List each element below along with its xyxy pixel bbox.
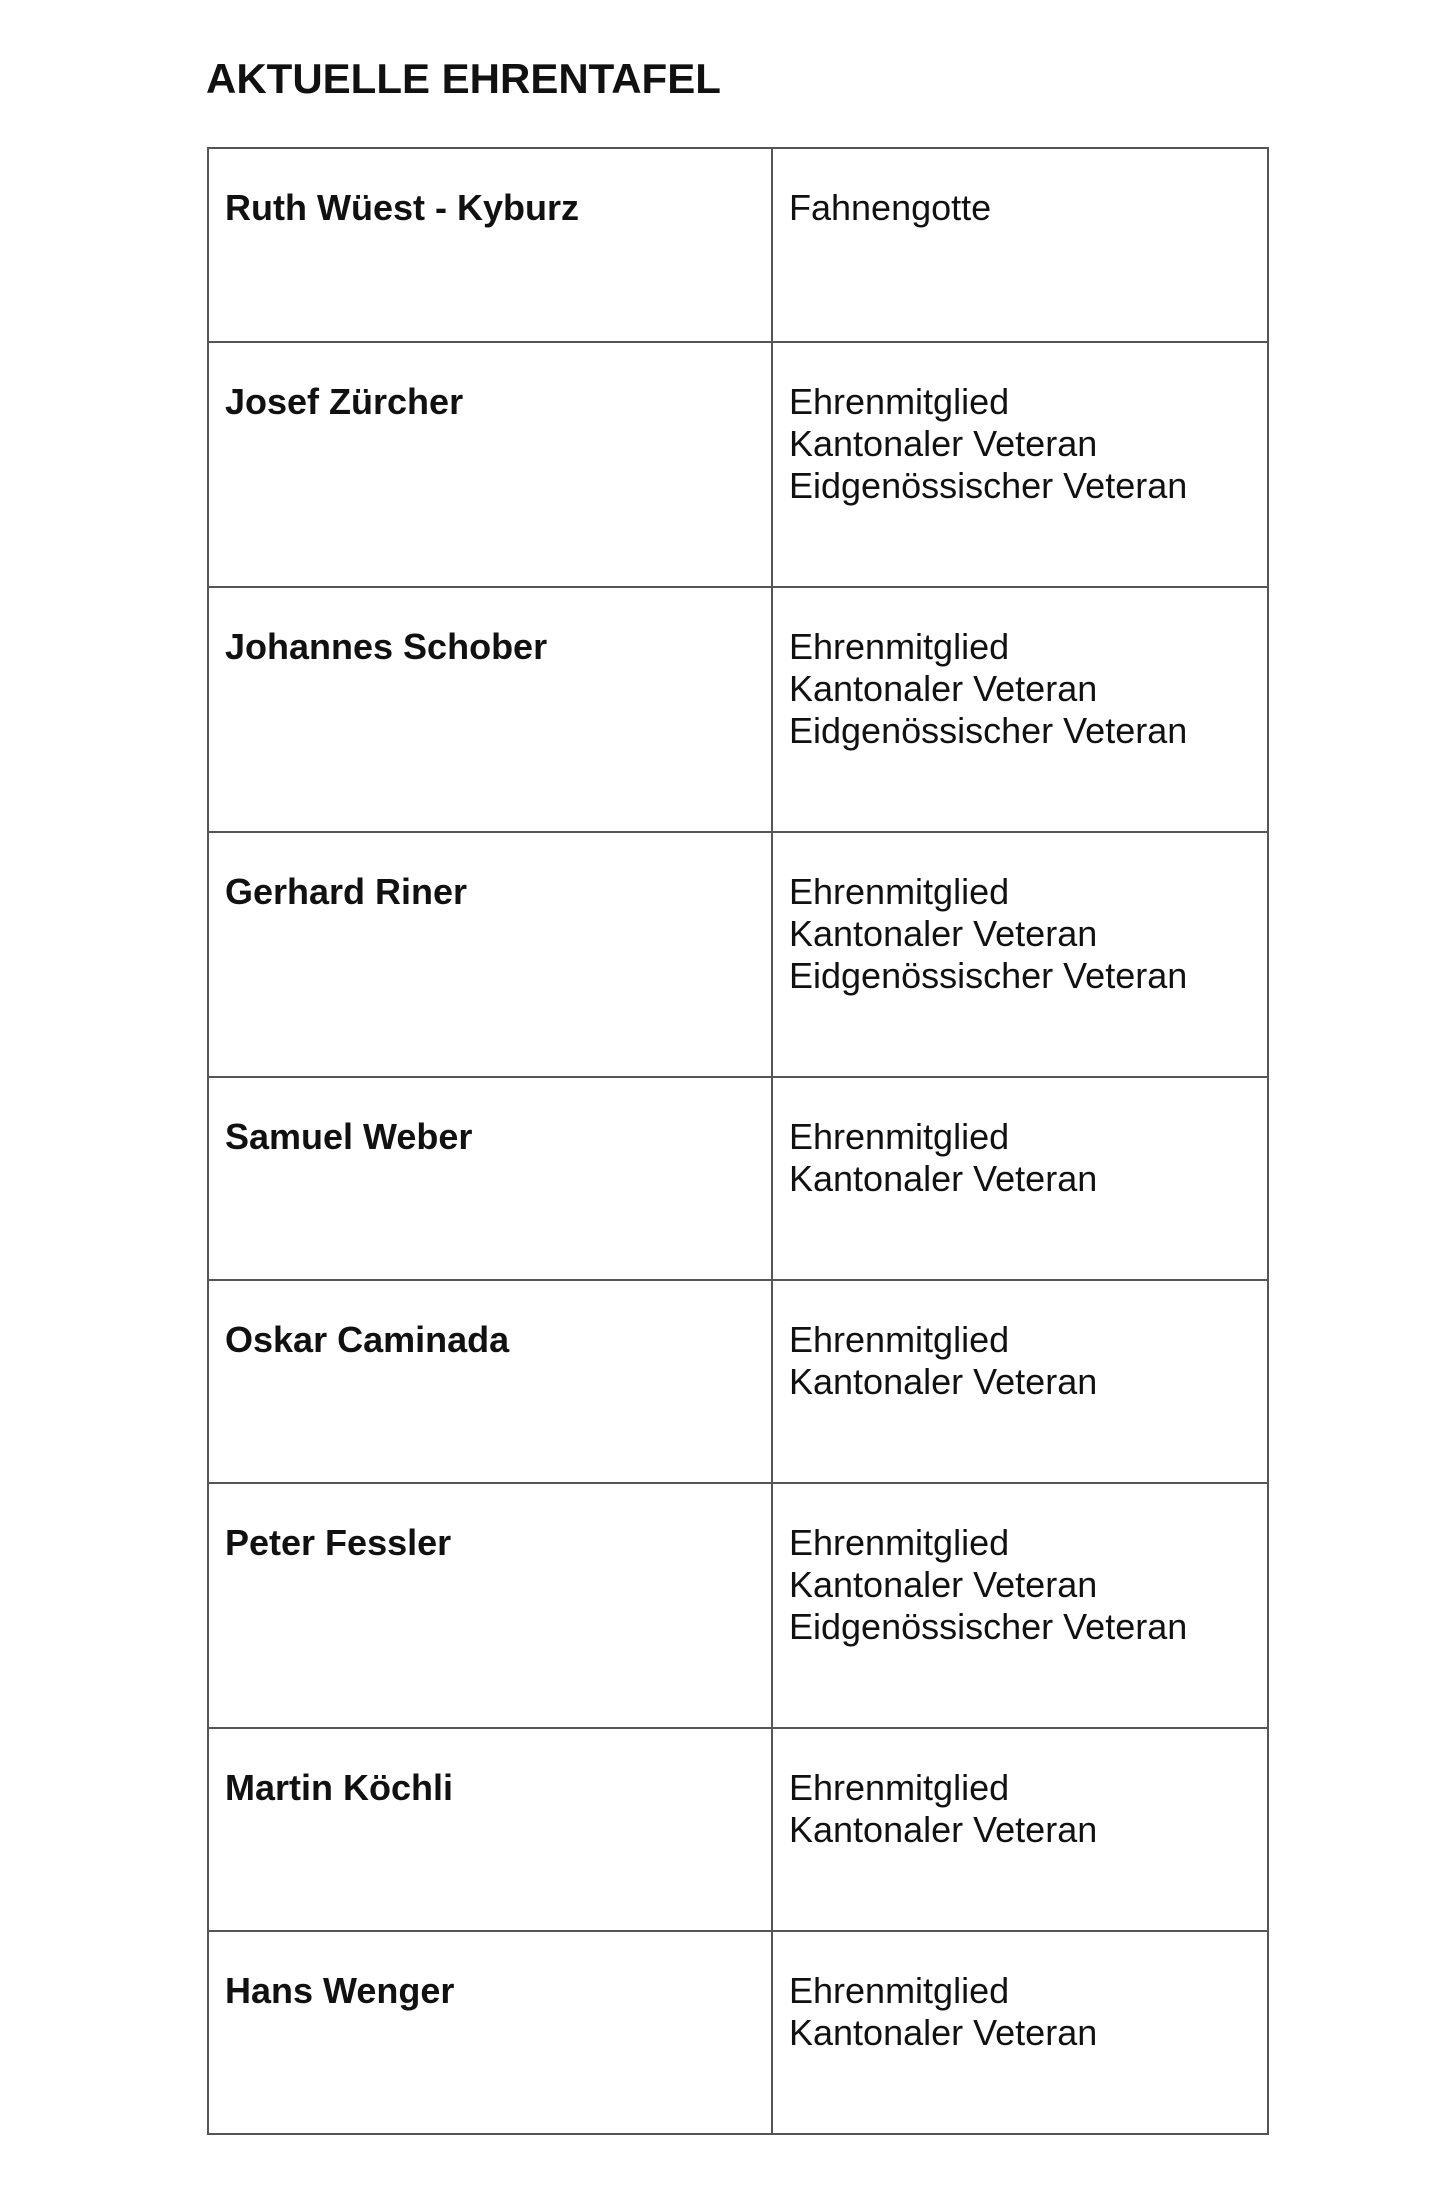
member-title: Kantonaler Veteran	[789, 423, 1098, 464]
table-row	[208, 1483, 1268, 1728]
member-title: Eidgenössischer Veteran	[789, 1606, 1188, 1647]
table-row	[208, 832, 1268, 1077]
member-title: Ehrenmitglied	[789, 1970, 1010, 2011]
table-row	[208, 587, 1268, 832]
table-row	[208, 342, 1268, 587]
member-name: Samuel Weber	[208, 1077, 772, 1280]
member-title: Kantonaler Veteran	[789, 2012, 1098, 2053]
member-name: Hans Wenger	[208, 1931, 772, 2134]
member-title: Kantonaler Veteran	[789, 1564, 1098, 1605]
member-title: Kantonaler Veteran	[789, 1158, 1098, 1199]
member-name: Peter Fessler	[208, 1483, 772, 1728]
member-title: Eidgenössischer Veteran	[789, 465, 1188, 506]
member-title: Kantonaler Veteran	[789, 913, 1098, 954]
table-row	[208, 1077, 1268, 1280]
member-title: Eidgenössischer Veteran	[789, 955, 1188, 996]
table-row	[208, 1931, 1268, 2134]
member-title: Ehrenmitglied	[789, 1767, 1010, 1808]
member-title: Kantonaler Veteran	[789, 1809, 1098, 1850]
member-title: Ehrenmitglied	[789, 381, 1010, 422]
member-titles	[772, 1077, 1268, 1280]
member-name: Martin Köchli	[208, 1728, 772, 1931]
member-title: Ehrenmitglied	[789, 626, 1010, 667]
member-name: Josef Zürcher	[208, 342, 772, 587]
table-row	[208, 1728, 1268, 1931]
member-title: Eidgenössischer Veteran	[789, 710, 1188, 751]
member-name: Johannes Schober	[208, 587, 772, 832]
honor-table	[207, 147, 1269, 2135]
member-name: Ruth Wüest - Kyburz	[208, 148, 772, 342]
member-title: Ehrenmitglied	[789, 871, 1010, 912]
member-title: Ehrenmitglied	[789, 1116, 1010, 1157]
member-title: Kantonaler Veteran	[789, 1361, 1098, 1402]
member-titles	[772, 148, 1268, 342]
member-name: Oskar Caminada	[208, 1280, 772, 1483]
page-title: AKTUELLE EHRENTAFEL	[206, 55, 721, 102]
member-titles	[772, 1728, 1268, 1931]
member-title: Fahnengotte	[789, 187, 992, 228]
member-titles	[772, 832, 1268, 1077]
member-title: Ehrenmitglied	[789, 1522, 1010, 1563]
member-titles	[772, 1280, 1268, 1483]
member-title: Kantonaler Veteran	[789, 668, 1098, 709]
table-row	[208, 148, 1268, 342]
member-title: Ehrenmitglied	[789, 1319, 1010, 1360]
member-titles	[772, 587, 1268, 832]
member-titles	[772, 1931, 1268, 2134]
member-titles	[772, 342, 1268, 587]
member-name: Gerhard Riner	[208, 832, 772, 1077]
table-row	[208, 1280, 1268, 1483]
member-titles	[772, 1483, 1268, 1728]
